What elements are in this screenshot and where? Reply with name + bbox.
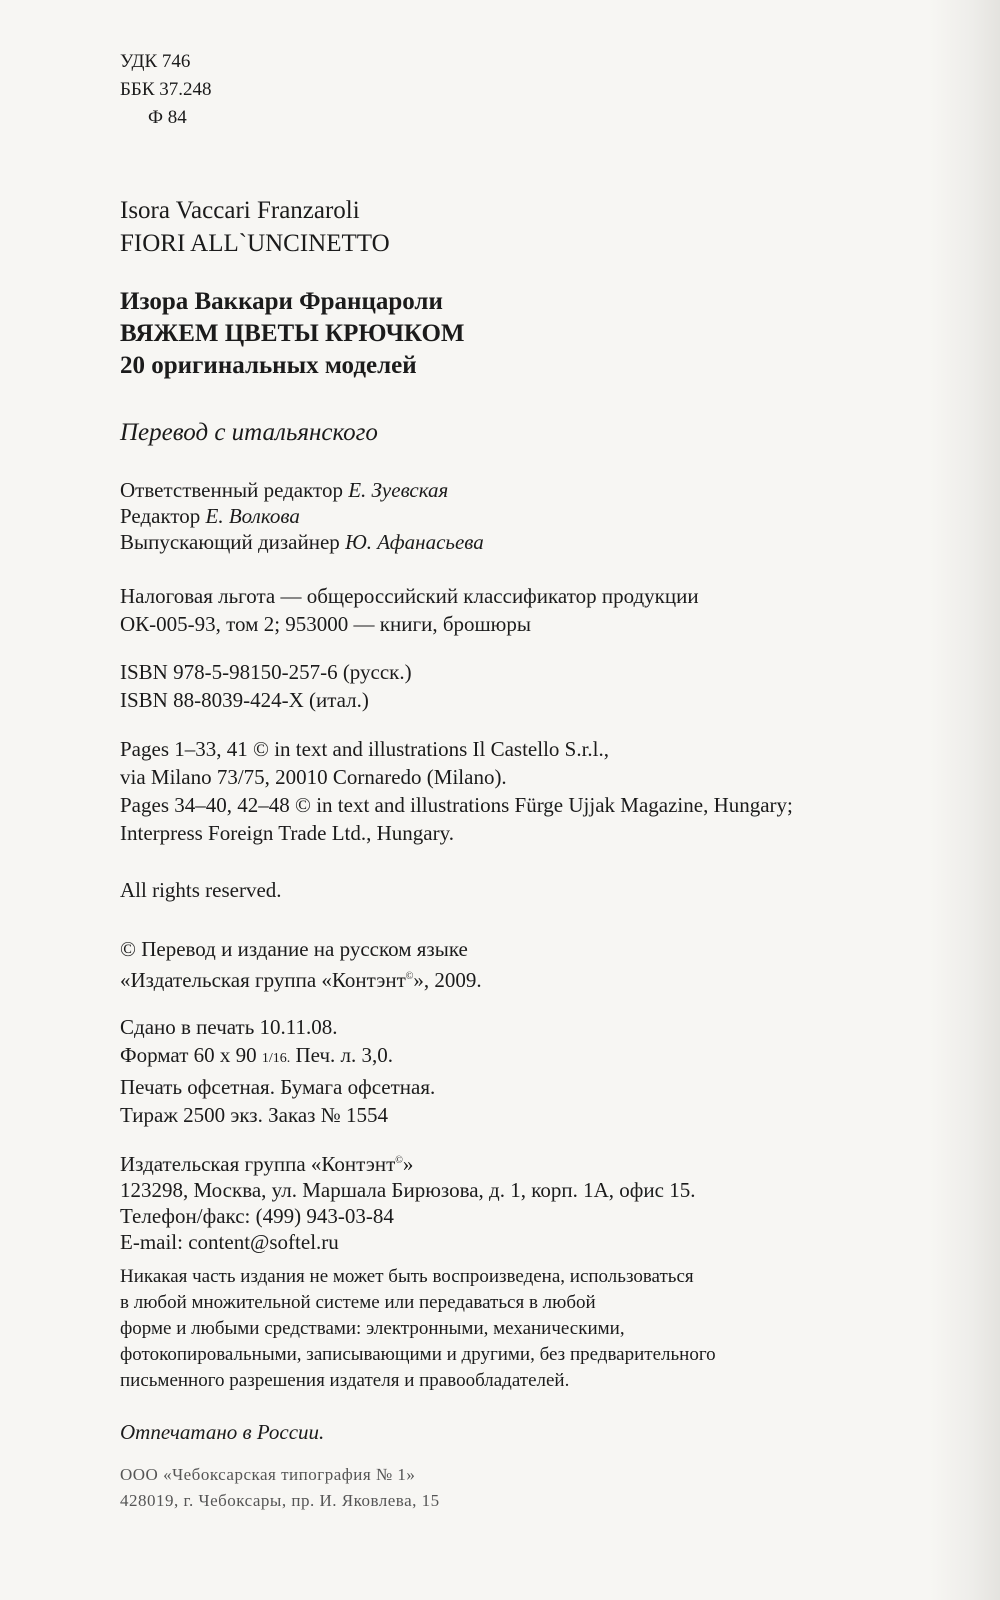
original-title: FIORI ALL`UNCINETTO xyxy=(120,230,390,257)
udk-code: УДК 746 xyxy=(120,51,191,72)
isbn-line: ISBN 88-8039-424-X (итал.) xyxy=(120,688,369,712)
publisher-address: 123298, Москва, ул. Маршала Бирюзова, д. 1, корп. 1А, офис 15. xyxy=(120,1178,696,1202)
print-info xyxy=(120,1013,435,1129)
page-edge-shadow xyxy=(930,0,1000,1600)
tax-info xyxy=(120,582,699,638)
tax-line: ОК-005-93, том 2; 953000 — книги, брошюры xyxy=(120,612,531,636)
staff-name: Е. Зуевская xyxy=(348,478,449,502)
printed-in-russia: Отпечатано в России. xyxy=(120,1420,325,1444)
print-run: Тираж 2500 экз. Заказ № 1554 xyxy=(120,1103,388,1127)
disclaimer-line: письменного разрешения издателя и правообладателей. xyxy=(120,1370,570,1391)
author-code: Ф 84 xyxy=(148,107,187,128)
staff-role: Редактор xyxy=(120,504,201,528)
bbk-code: ББК 37.248 xyxy=(120,79,212,100)
disclaimer-line: в любой множительной системе или передаваться в любой xyxy=(120,1292,596,1313)
russian-title: ВЯЖЕМ ЦВЕТЫ КРЮЧКОМ xyxy=(120,320,465,347)
original-author: Isora Vaccari Franzaroli xyxy=(120,197,360,224)
staff-credits xyxy=(120,477,484,555)
staff-line xyxy=(120,503,484,529)
staff-line xyxy=(120,477,484,503)
all-rights-reserved: All rights reserved. xyxy=(120,878,282,902)
print-type: Печать офсетная. Бумага офсетная. xyxy=(120,1075,436,1099)
staff-role: Ответственный редактор xyxy=(120,478,343,502)
pub-copy-line2: «Издательская группа «Контэнт©», 2009. xyxy=(120,968,482,992)
rights-line: Pages 34–40, 42–48 © in text and illustrations Fürge Ujjak Magazine, Hungary; xyxy=(120,793,793,817)
tax-line: Налоговая льгота — общероссийский классификатор продукции xyxy=(120,584,699,608)
rights-line: Interpress Foreign Trade Ltd., Hungary. xyxy=(120,821,455,845)
russian-subtitle: 20 оригинальных моделей xyxy=(120,352,417,379)
disclaimer-line: фотокопировальными, записывающими и другими, без предварительного xyxy=(120,1344,716,1365)
printer-info xyxy=(120,1462,440,1514)
russian-author: Изора Ваккари Францароли xyxy=(120,288,443,315)
publisher-contacts xyxy=(120,1148,695,1255)
print-sent: Сдано в печать 10.11.08. xyxy=(120,1015,338,1039)
publisher-phone: Телефон/факс: (499) 943-03-84 xyxy=(120,1204,394,1228)
original-title-block xyxy=(120,194,390,260)
publisher-email: E-mail: content@softel.ru xyxy=(120,1230,339,1254)
rights-line: Pages 1–33, 41 © in text and illustrations Il Castello S.r.l., xyxy=(120,737,610,761)
translation-note: Перевод с итальянского xyxy=(120,419,378,446)
staff-name: Ю. Афанасьева xyxy=(345,530,484,554)
publisher-copyright xyxy=(120,935,482,994)
pub-copy-line1: © Перевод и издание на русском языке xyxy=(120,937,468,961)
print-format: Формат 60 x 90 1/16. Печ. л. 3,0. xyxy=(120,1043,394,1067)
printer-name: ООО «Чебоксарская типография № 1» xyxy=(120,1465,416,1484)
copyright-disclaimer xyxy=(120,1264,716,1394)
rights-line: via Milano 73/75, 20010 Cornaredo (Milano). xyxy=(120,765,507,789)
staff-role: Выпускающий дизайнер xyxy=(120,530,340,554)
staff-line xyxy=(120,529,484,555)
classification-codes xyxy=(120,48,212,132)
isbn-block xyxy=(120,658,412,714)
isbn-line: ISBN 978-5-98150-257-6 (русск.) xyxy=(120,660,412,684)
rights-block xyxy=(120,735,793,847)
publisher-name: Издательская группа «Контэнт©» xyxy=(120,1152,414,1176)
printer-address: 428019, г. Чебоксары, пр. И. Яковлева, 15 xyxy=(120,1491,440,1510)
staff-name: Е. Волкова xyxy=(205,504,300,528)
disclaimer-line: Никакая часть издания не может быть воспроизведена, использоваться xyxy=(120,1266,694,1287)
disclaimer-line: форме и любыми средствами: электронными, механическими, xyxy=(120,1318,625,1339)
russian-title-block xyxy=(120,286,464,382)
